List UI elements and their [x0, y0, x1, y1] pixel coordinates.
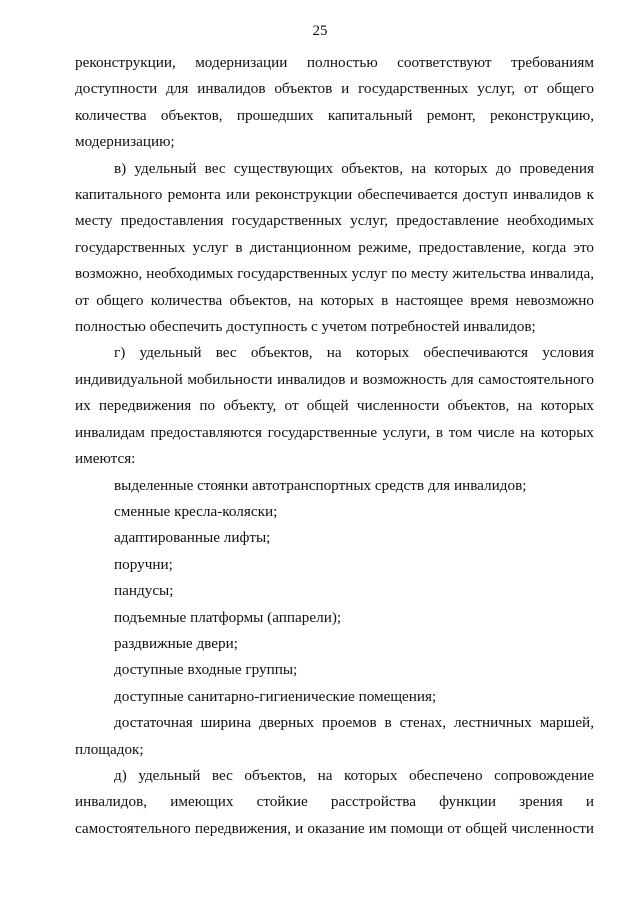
paragraph-item-v: в) удельный вес существующих объектов, на которых до проведения капитального ремонта или реконструкции обеспечивается доступ инвалидов к месту предоставления государственных услуг, предоставление необходимых государственных услуг в дистанционном режиме, предоставление, когда это возможно, необходимых государственных услуг по месту жительства инвалида, от общего количества объектов, на которых в настоящее время невозможно полностью обеспечить доступность с учетом потребностей инвалидов; — [75, 159, 594, 336]
paragraph-item-d: д) удельный вес объектов, на которых обеспечено сопровождение инвалидов, имеющих стойкие расстройства функции зрения и самостоятельного передвижения, и оказание им помощи от общей численности — [75, 766, 594, 837]
paragraph-continuation: реконструкции, модернизации полностью соответствуют требованиям доступности для инвалидов объектов и государственных услуг, от общего количества объектов, прошедших капитальный ремонт, реконструкцию, модернизацию; — [75, 54, 594, 151]
paragraph-item-g: г) удельный вес объектов, на которых обеспечиваются условия индивидуальной мобильности инвалидов и возможность для самостоятельного их передвижения по объекту, от общей численности объектов, на которых инвалидам предоставляются государственные услуги, в том числе на которых имеются: — [75, 344, 594, 468]
list-item: подъемные платформы (аппарели); — [114, 608, 342, 626]
list-item: раздвижные двери; — [114, 634, 238, 652]
list-item: выделенные стоянки автотранспортных средств для инвалидов; — [114, 476, 527, 494]
list-item: доступные входные группы; — [114, 661, 298, 679]
document-body — [75, 50, 594, 842]
list-item: адаптированные лифты; — [114, 529, 271, 547]
list-item: доступные санитарно-гигиенические помещения; — [114, 687, 437, 705]
paragraph-door-width: достаточная ширина дверных проемов в стенах, лестничных маршей, площадок; — [75, 714, 594, 758]
list-item: поручни; — [114, 555, 173, 573]
list-item: пандусы; — [114, 582, 174, 600]
page-number: 25 — [312, 23, 328, 39]
list-item: сменные кресла-коляски; — [114, 502, 278, 520]
